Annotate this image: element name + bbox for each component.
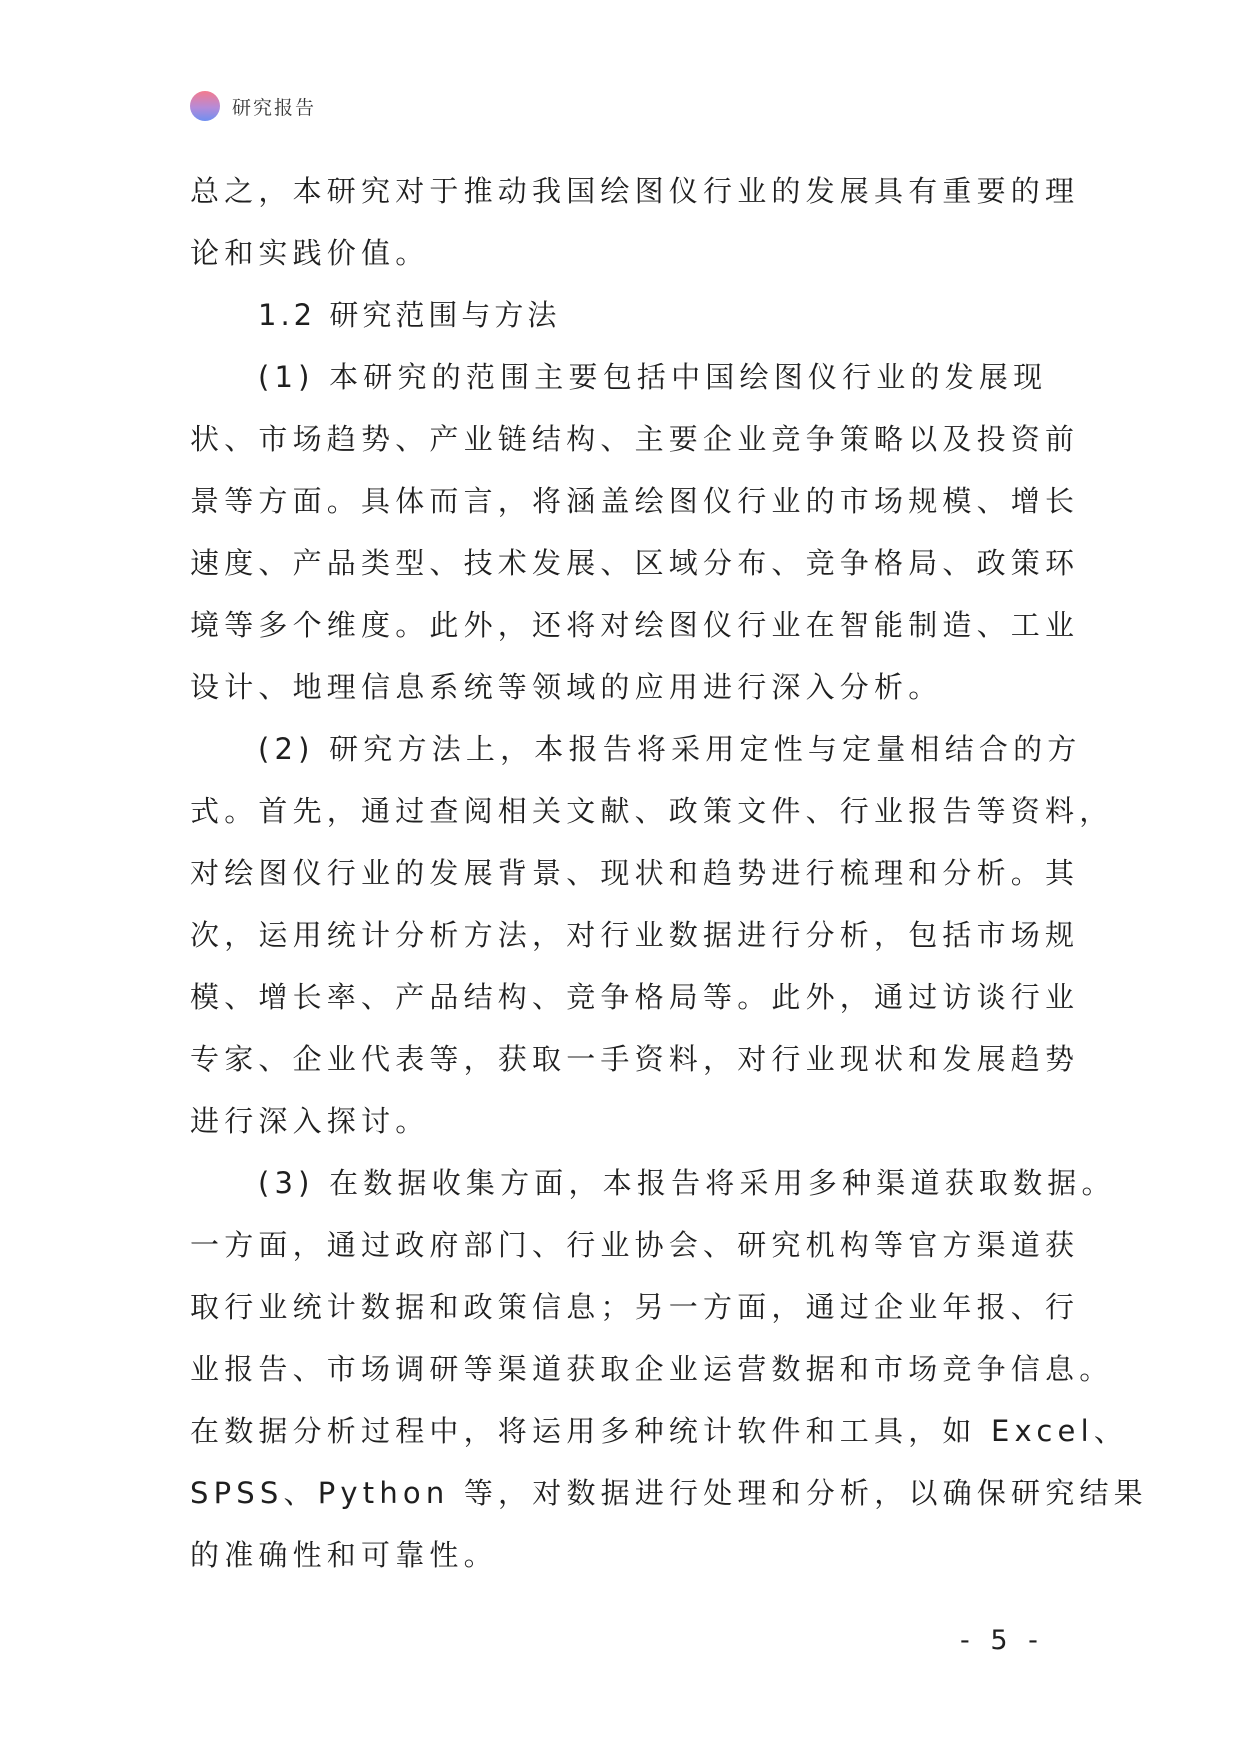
body-line: 对绘图仪行业的发展背景、现状和趋势进行梳理和分析。其 — [190, 856, 1080, 890]
body-line: 在数据分析过程中，将运用多种统计软件和工具，如 Excel、 — [190, 1414, 1129, 1448]
body-line: 论和实践价值。 — [190, 236, 430, 270]
body-line: 次，运用统计分析方法，对行业数据进行分析，包括市场规 — [190, 918, 1080, 952]
body-line: 式。首先，通过查阅相关文献、政策文件、行业报告等资料， — [190, 794, 1114, 828]
body-line: 进行深入探讨。 — [190, 1104, 430, 1138]
body-line: SPSS、Python 等，对数据进行处理和分析，以确保研究结果 — [190, 1476, 1148, 1510]
body-line: 景等方面。具体而言，将涵盖绘图仪行业的市场规模、增长 — [190, 484, 1080, 518]
body-line: 模、增长率、产品结构、竞争格局等。此外，通过访谈行业 — [190, 980, 1080, 1014]
body-line: 取行业统计数据和政策信息；另一方面，通过企业年报、行 — [190, 1290, 1080, 1324]
page-header — [190, 90, 316, 122]
body-line: 的准确性和可靠性。 — [190, 1538, 498, 1572]
logo-circle-icon — [190, 91, 220, 121]
section-heading: 1.2 研究范围与方法 — [258, 298, 561, 332]
body-line: 境等多个维度。此外，还将对绘图仪行业在智能制造、工业 — [190, 608, 1080, 642]
body-line: 专家、企业代表等，获取一手资料，对行业现状和发展趋势 — [190, 1042, 1080, 1076]
page-number: - 5 - — [960, 1625, 1044, 1656]
paragraph-start: (3) 在数据收集方面，本报告将采用多种渠道获取数据。 — [258, 1166, 1116, 1200]
body-line: 一方面，通过政府部门、行业协会、研究机构等官方渠道获 — [190, 1228, 1080, 1262]
document-body — [190, 160, 1148, 1586]
body-line: 速度、产品类型、技术发展、区域分布、竞争格局、政策环 — [190, 546, 1080, 580]
paragraph-start: (2) 研究方法上，本报告将采用定性与定量相结合的方 — [258, 732, 1082, 766]
header-title: 研究报告 — [232, 96, 317, 119]
paragraph-start: (1) 本研究的范围主要包括中国绘图仪行业的发展现 — [258, 360, 1048, 394]
body-line: 总之，本研究对于推动我国绘图仪行业的发展具有重要的理 — [190, 174, 1080, 208]
body-line: 业报告、市场调研等渠道获取企业运营数据和市场竞争信息。 — [190, 1352, 1114, 1386]
body-line: 设计、地理信息系统等领域的应用进行深入分析。 — [190, 670, 943, 704]
body-line: 状、市场趋势、产业链结构、主要企业竞争策略以及投资前 — [190, 422, 1080, 456]
